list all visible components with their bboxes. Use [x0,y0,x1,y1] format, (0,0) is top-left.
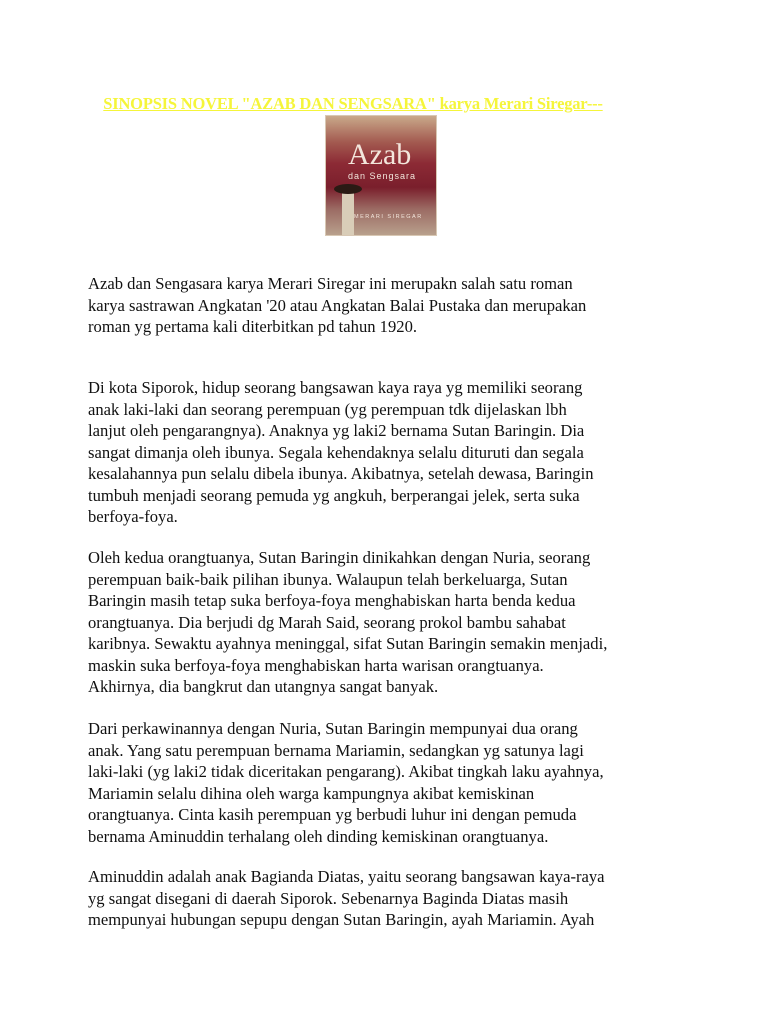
cover-figure [334,184,362,236]
text-line: mempunyai hubungan sepupu dengan Sutan Baringin, ayah Mariamin. Ayah [88,910,595,929]
text-line: karibnya. Sewaktu ayahnya meninggal, sifat Sutan Baringin semakin menjadi, [88,634,608,653]
text-line: roman yg pertama kali diterbitkan pd tahun 1920. [88,317,418,336]
text-line: lanjut oleh pengarangnya). Anaknya yg laki2 bernama Sutan Baringin. Dia [88,421,585,440]
text-line: perempuan baik-baik pilihan ibunya. Walaupun telah berkeluarga, Sutan [88,569,568,589]
text-line: bernama Aminuddin terhalang oleh dinding kemiskinan orangtuanya. [88,826,549,846]
paragraph-1 [88,273,586,338]
cover-author: MERARI SIREGAR [354,214,423,220]
text-line: Baringin masih tetap suka berfoya-foya menghabiskan harta benda kedua [88,591,576,610]
paragraph-4 [88,718,604,847]
book-cover-image [325,115,437,236]
text-line: Azab dan Sengasara karya Merari Siregar ini merupakn salah satu roman [88,274,573,293]
text-line: anak laki-laki dan seorang perempuan (yg perempuan tdk dijelaskan lbh [88,399,567,419]
text-line: Dari perkawinannya dengan Nuria, Sutan Baringin mempunyai dua orang [88,719,578,738]
paragraph-3 [88,547,607,698]
text-line: Di kota Siporok, hidup seorang bangsawan kaya raya yg memiliki seorang [88,378,583,397]
text-line: orangtuanya. Dia berjudi dg Marah Said, seorang prokol bambu sahabat [88,612,566,632]
text-line: sangat dimanja oleh ibunya. Segala kehendaknya selalu dituruti dan segala [88,442,584,462]
text-line: Aminuddin adalah anak Bagianda Diatas, yaitu seorang bangsawan kaya-raya [88,867,605,886]
text-line: Mariamin selalu dihina oleh warga kampungnya akibat kemiskinan [88,783,535,803]
document-title-link[interactable]: SINOPSIS NOVEL "AZAB DAN SENGSARA" karya Merari Siregar--- [103,94,603,113]
paragraph-5 [88,866,605,931]
text-line: maskin suka berfoya-foya menghabiskan harta warisan orangtuanya. [88,655,544,675]
paragraph-2 [88,377,594,528]
cover-title: Azab [348,138,412,171]
cover-subtitle: dan Sengsara [348,171,417,181]
text-line: karya sastrawan Angkatan '20 atau Angkatan Balai Pustaka dan merupakan [88,295,587,315]
text-line: tumbuh menjadi seorang pemuda yg angkuh, berperangai jelek, serta suka [88,485,580,505]
text-line: orangtuanya. Cinta kasih perempuan yg berbudi luhur ini dengan pemuda [88,805,577,824]
text-line: anak. Yang satu perempuan bernama Mariamin, sedangkan yg satunya lagi [88,740,584,760]
text-line: berfoya-foya. [88,507,178,526]
text-line: Akhirnya, dia bangkrut dan utangnya sangat banyak. [88,677,439,696]
text-line: yg sangat disegani di daerah Siporok. Sebenarnya Baginda Diatas masih [88,888,569,908]
text-line: Oleh kedua orangtuanya, Sutan Baringin dinikahkan dengan Nuria, seorang [88,548,591,567]
text-line: laki-laki (yg laki2 tidak diceritakan pengarang). Akibat tingkah laku ayahnya, [88,762,604,781]
text-line: kesalahannya pun selalu dibela ibunya. Akibatnya, setelah dewasa, Baringin [88,464,594,483]
